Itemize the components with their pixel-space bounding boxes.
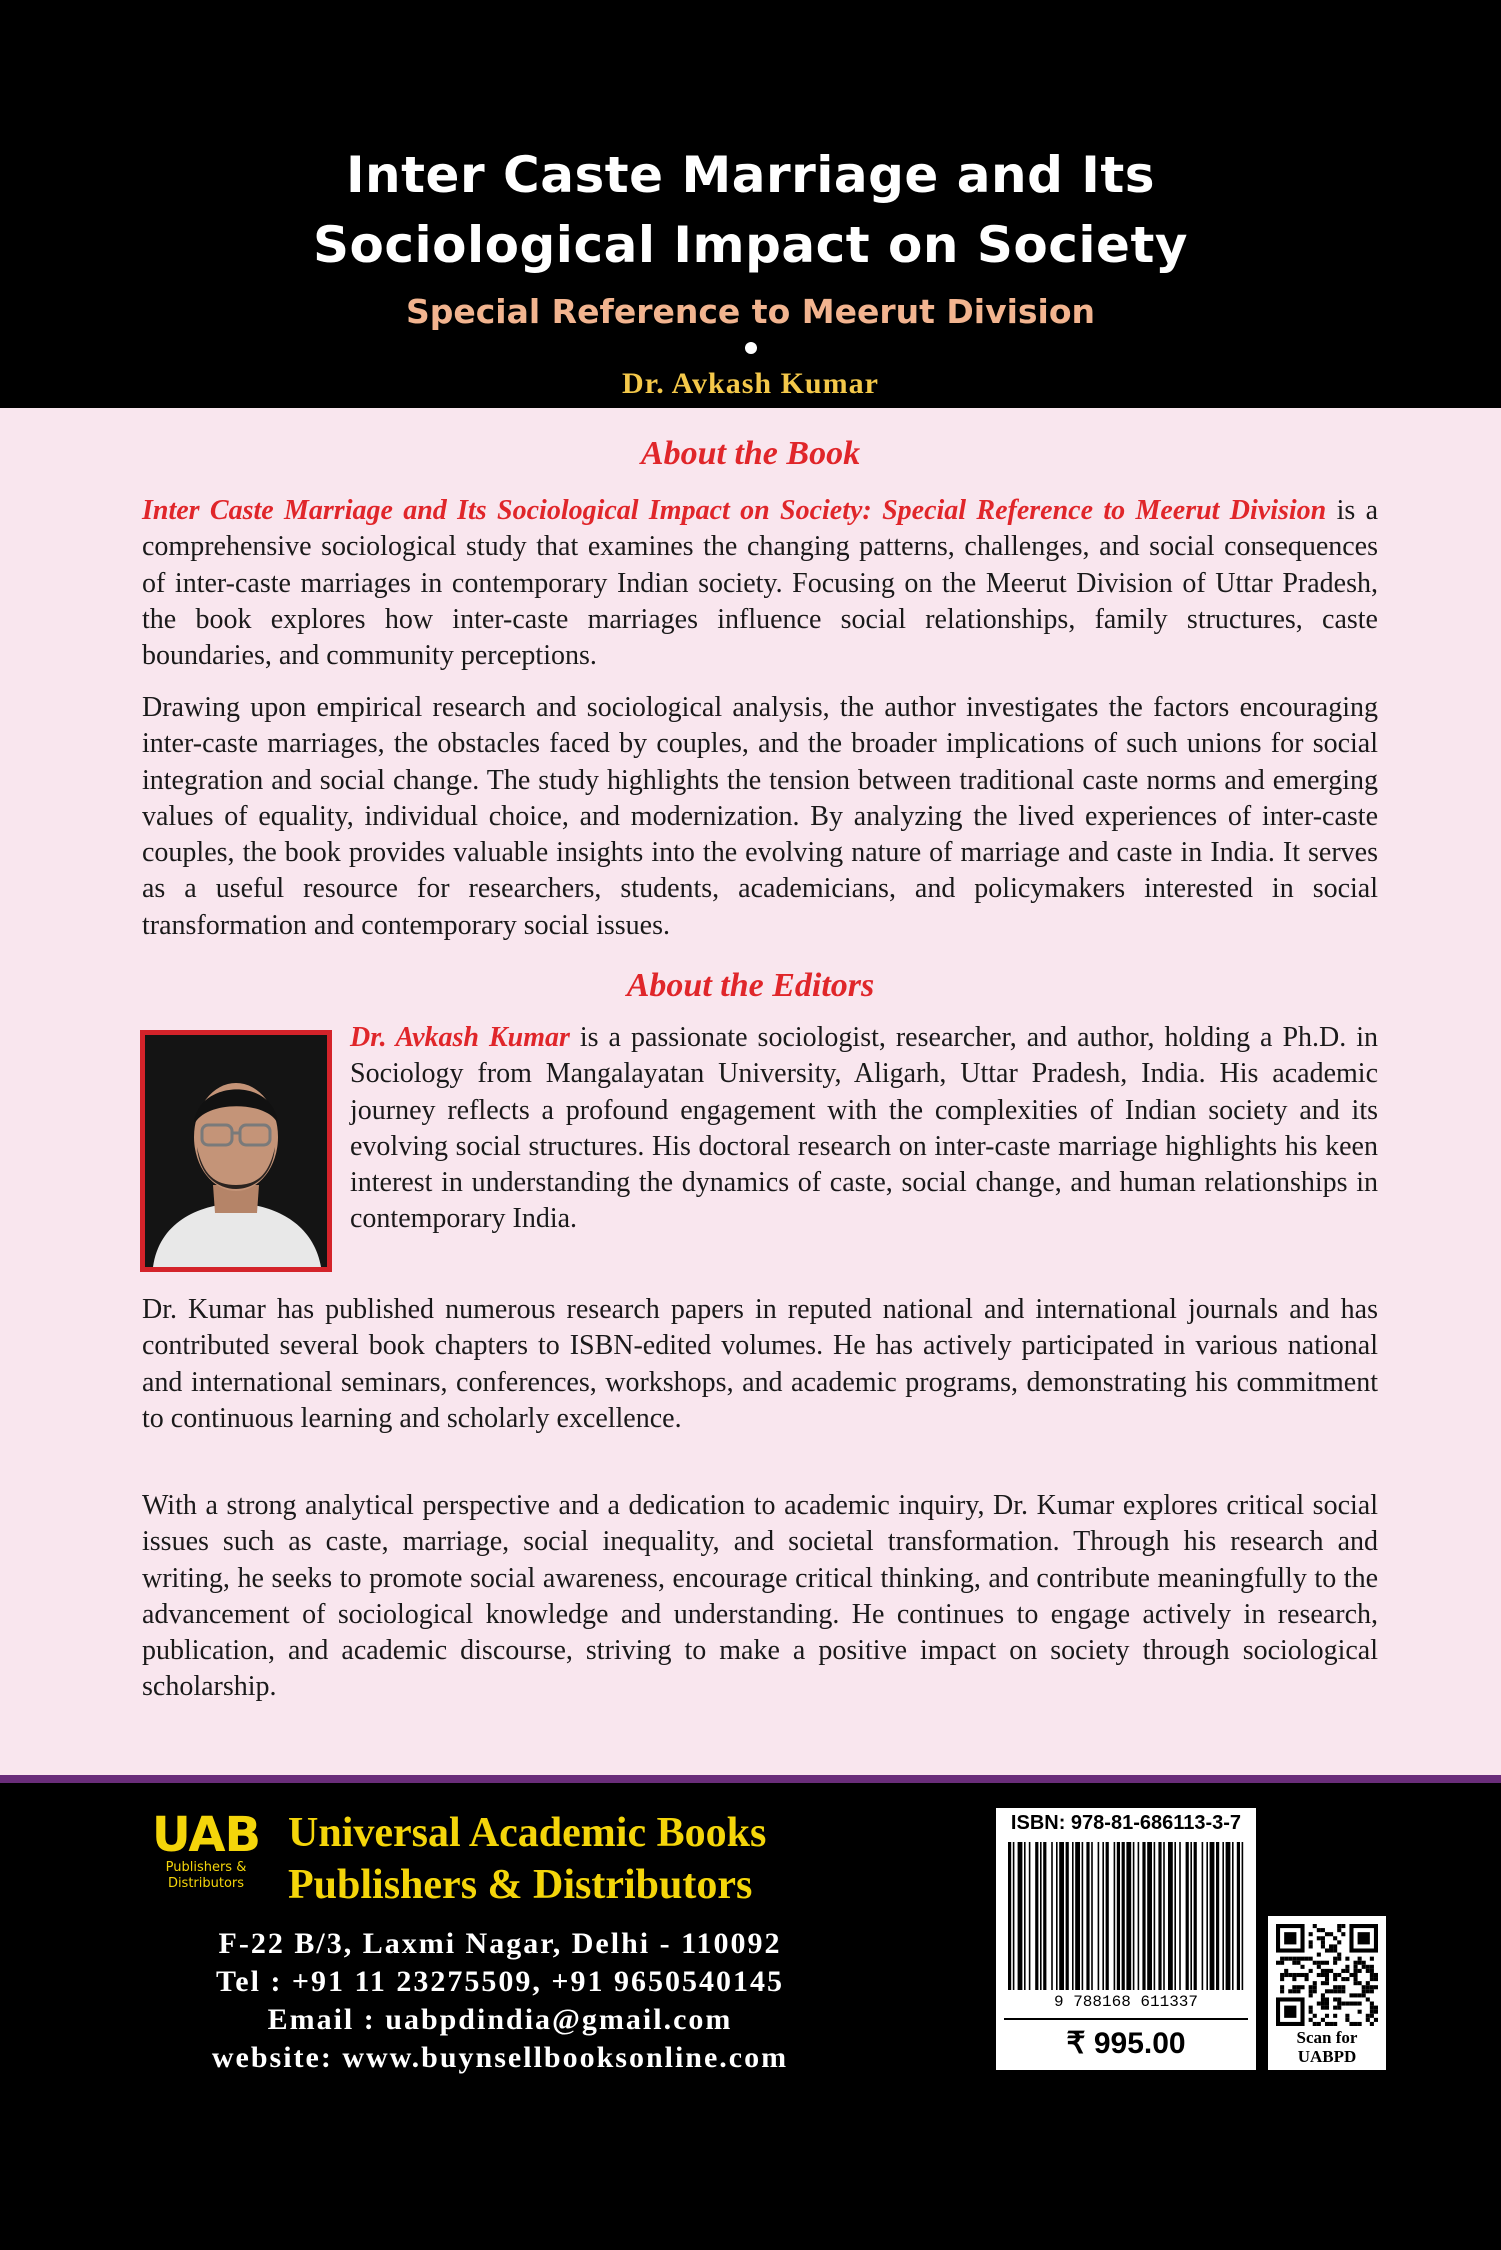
about-editors-paragraph-1	[350, 1020, 1378, 1238]
publisher-email: Email : uabpdindia@gmail.com	[267, 2003, 733, 2036]
logo-subtitle-line-1: Publishers &	[165, 1860, 247, 1875]
author-photo	[140, 1030, 332, 1272]
publisher-address: F-22 B/3, Laxmi Nagar, Delhi - 110092	[218, 1927, 782, 1960]
price-divider	[1004, 2018, 1248, 2020]
book-price: ₹ 995.00	[1066, 2027, 1186, 2060]
about-book-paragraph-1	[142, 493, 1378, 674]
about-book-paragraph-1-text: is a comprehensive sociological study that examines the changing patterns, challenges, and social consequences of inter-caste marriages in contemporary Indian society. Focusing on the Meerut Division of Uttar Pradesh, the book explores how inter-caste marriages influence social relationships, family structures, caste boundaries, and community perceptions.	[142, 495, 1378, 672]
book-title-highlight: Inter Caste Marriage and Its Sociological Impact on Society: Special Reference to Meerut Division	[142, 495, 1327, 526]
book-title-line-1: Inter Caste Marriage and Its	[345, 146, 1156, 204]
about-editors-heading: About the Editors	[626, 967, 875, 1004]
qr-caption-line-1: Scan for	[1296, 2028, 1358, 2047]
barcode-digits: 9 788168 611337	[1053, 1993, 1199, 2011]
editor-name-highlight: Dr. Avkash Kumar	[350, 1022, 570, 1053]
footer-divider	[0, 1775, 1501, 1783]
qr-code-box	[1268, 1916, 1386, 2070]
cover-header	[0, 0, 1501, 408]
author-name: Dr. Avkash Kumar	[622, 367, 879, 400]
author-portrait-icon	[145, 1035, 327, 1267]
qr-caption-line-2: UABPD	[1297, 2047, 1357, 2066]
publisher-telephone: Tel : +91 11 23275509, +91 9650540145	[216, 1965, 784, 1998]
isbn-barcode-box	[996, 1808, 1256, 2070]
isbn-number: ISBN: 978-81-686113-3-7	[1010, 1812, 1242, 1834]
barcode-icon	[1006, 1842, 1246, 1990]
about-editors-paragraph-3: With a strong analytical perspective and a dedication to academic inquiry, Dr. Kumar explores critical social issues such as caste, marriage, social inequality, and societal transformation. Through his research and writing, he seeks to promote social awareness, encourage critical thinking, and contribute meaningfully to the advancement of sociological knowledge and understanding. He continues to engage actively in research, publication, and academic discourse, striving to make a positive impact on society through sociological scholarship.	[142, 1490, 1378, 1703]
qr-code-icon	[1276, 1924, 1378, 2026]
book-subtitle: Special Reference to Meerut Division	[405, 292, 1096, 331]
book-title-line-2: Sociological Impact on Society	[313, 216, 1188, 274]
publisher-name-line-2: Publishers & Distributors	[288, 1862, 753, 1908]
logo-subtitle-line-2: Distributors	[167, 1876, 245, 1891]
about-editors-paragraph-2: Dr. Kumar has published numerous research papers in reputed national and international journals and has contributed several book chapters to ISBN-edited volumes. He has actively participated in various national and international seminars, conferences, workshops, and academic programs, demonstrating his commitment to continuous learning and scholarly excellence.	[142, 1294, 1378, 1434]
publisher-logo	[150, 1807, 262, 1896]
book-title	[0, 140, 1501, 280]
qr-caption	[1268, 2028, 1386, 2066]
publisher-logo-text: UAB	[151, 1807, 261, 1863]
bullet-dot-icon	[745, 342, 757, 354]
about-book-paragraph-2: Drawing upon empirical research and sociological analysis, the author investigates the factors encouraging inter-caste marriages, the obstacles faced by couples, and the broader implications of such unions for social integration and social change. The study highlights the tension between traditional caste norms and emerging values of equality, individual choice, and modernization. By analyzing the lived experiences of inter-caste couples, the book provides valuable insights into the evolving nature of marriage and caste in India. It serves as a useful resource for researchers, students, academicians, and policymakers interested in social transformation and contemporary social issues.	[142, 692, 1378, 941]
publisher-name-line-1: Universal Academic Books	[288, 1810, 767, 1856]
publisher-website: website: www.buynsellbooksonline.com	[211, 2041, 789, 2074]
about-editors-paragraph-1-text: is a passionate sociologist, researcher, and author, holding a Ph.D. in Sociology from Mangalayatan University, Aligarh, Uttar Pradesh, India. His academic journey reflects a profound engagement with the complexities of Indian society and its evolving social structures. His doctoral research on inter-caste marriage highlights his keen interest in understanding the dynamics of caste, social change, and human relationships in contemporary India.	[350, 1022, 1379, 1235]
about-book-heading: About the Book	[640, 435, 861, 472]
publisher-logo-subtitle	[150, 1860, 262, 1892]
